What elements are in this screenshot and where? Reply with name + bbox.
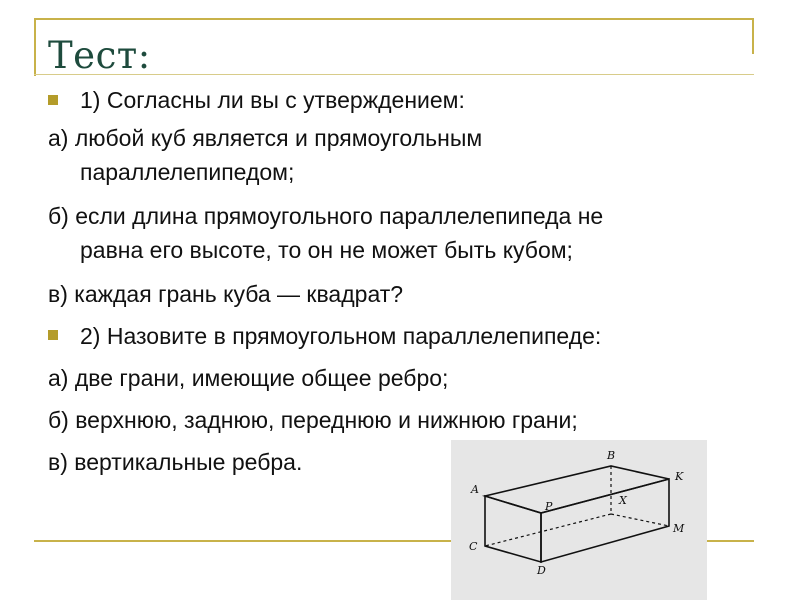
vertex-label-b: B [607,449,616,462]
top-frame-line [34,18,754,20]
vertex-label-d: D [537,564,546,577]
hidden-edge [611,514,669,526]
question-2: 2) Назовите в прямоугольном параллелепипеде: [80,323,602,349]
left-frame-line [34,18,36,76]
vertex-label-p: P [545,500,553,513]
bullet-icon [48,95,58,105]
slide-title: Тест: [48,34,151,77]
item-1b: б) если длина прямоугольного параллелепипеда не [48,203,604,229]
item-2c: в) вертикальные ребра. [48,449,303,475]
front-face [485,496,541,562]
vertex-label-x: X [619,494,627,507]
hidden-edge [485,514,611,546]
vertex-label-c: C [469,540,478,553]
top-face [485,466,669,513]
vertex-label-k: K [675,470,684,483]
vertex-label-a: A [471,483,479,496]
parallelepiped-svg [451,440,707,600]
parallelepiped-diagram [451,440,707,600]
item-1c: в) каждая грань куба — квадрат? [48,281,404,307]
item-2b: б) верхнюю, заднюю, переднюю и нижнюю грани; [48,407,578,433]
item-1a-cont: параллелепипедом; [80,159,295,185]
bullet-icon [48,330,58,340]
item-1a: а) любой куб является и прямоугольным [48,125,483,151]
item-2a: а) две грани, имеющие общее ребро; [48,365,449,391]
right-frame-line [752,18,754,54]
item-1b-cont: равна его высоте, то он не может быть кубом; [80,237,573,263]
right-face [541,479,669,562]
question-1: 1) Согласны ли вы с утверждением: [80,87,465,113]
vertex-label-m: M [673,522,685,535]
